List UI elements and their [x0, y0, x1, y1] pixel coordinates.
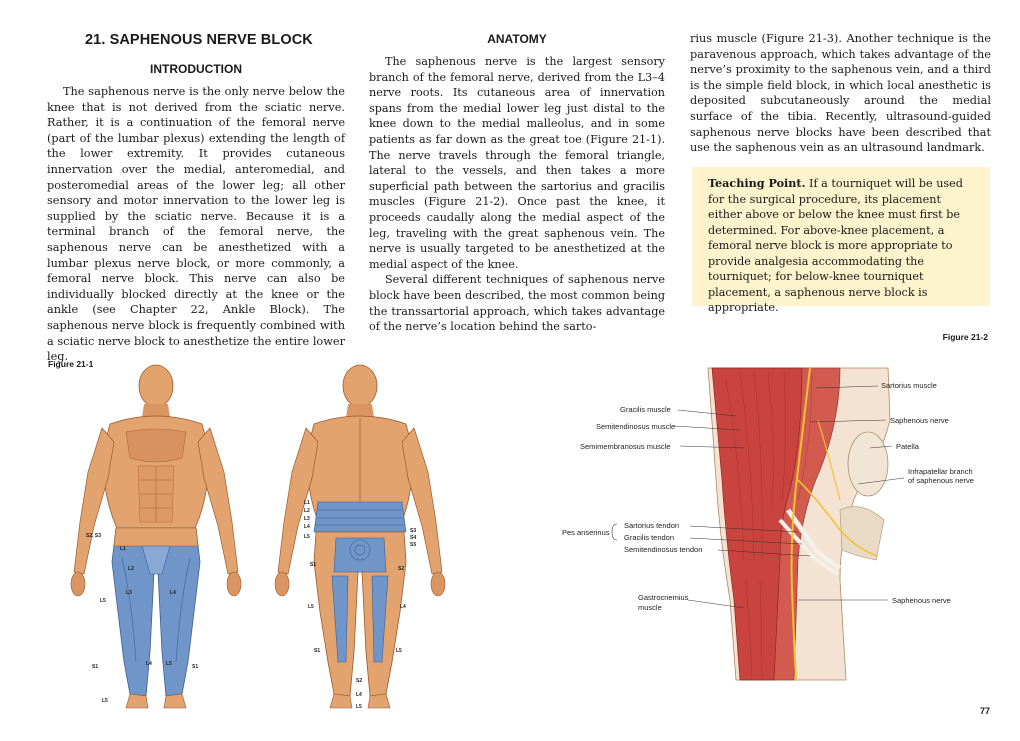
label-infrapatellar-branch-2: of saphenous nerve	[908, 476, 974, 485]
dermatome-label: L4	[304, 524, 310, 530]
teaching-point-title: Teaching Point.	[708, 176, 806, 190]
dermatome-label: L4	[170, 590, 176, 596]
label-semitendinosus-muscle: Semitendinosus muscle	[596, 422, 676, 431]
anatomy-heading: ANATOMY	[487, 32, 547, 46]
anatomy-paragraph-2-continued: rius muscle (Figure 21-3). Another technique is the paravenous approach, which takes advantage of the nerve’s proximity to the saphenous vein, and a third is the simple field block, in which local anesthetic is deposited subcutaneously around the medial surface of the tibia. Recently, ultrasound-guided saphenous nerve blocks have been described that use the saphenous vein as an ultrasound landmark.	[690, 32, 991, 155]
dermatome-label: S1	[192, 664, 199, 670]
label-gracilis-tendon: Gracilis tendon	[624, 533, 675, 542]
dermatome-label: L5	[100, 598, 106, 604]
dermatome-label: S2	[356, 678, 363, 684]
dermatome-label: L4	[146, 661, 152, 667]
dermatome-label: S1	[92, 664, 99, 670]
label-saphenous-nerve-bottom: Saphenous nerve	[892, 596, 951, 605]
dermatome-label: L5	[356, 704, 362, 710]
teaching-point-box	[692, 167, 990, 314]
dermatome-label: L4	[356, 692, 362, 698]
label-semimembranosus-muscle: Semimembranosus muscle	[580, 442, 671, 451]
dermatome-label: S1	[310, 562, 317, 568]
dermatome-label: S1	[314, 648, 321, 654]
introduction-heading: INTRODUCTION	[150, 62, 242, 76]
figure-21-1-label: Figure 21-1	[48, 359, 94, 369]
dermatome-label: S2	[398, 566, 405, 572]
introduction-paragraph: The saphenous nerve is the only nerve below the knee that is not derived from the sciatic nerve. Rather, it is a continuation of the femoral nerve (part of the lumbar plexus) extending the length of the lower extremity. It provides cutaneous innervation over the medial, anteromedial, and posteromedial areas of the lower leg; all other sensory and motor innervation to the lower leg is supplied by the sciatic nerve. Because it is a terminal branch of the femoral nerve, the saphenous nerve can be anesthetized with a lumbar plexus nerve block, or more commonly, a femoral nerve block. This nerve can also be individually blocked directly at the knee or the ankle (see Chapter 22, Ankle Block). The saphenous nerve block is frequently combined with a sciatic nerve block to anesthetize the entire lower leg.	[47, 85, 345, 364]
label-sartorius-muscle: Sartorius muscle	[881, 381, 937, 390]
dermatome-label: L2	[304, 508, 310, 514]
dermatome-label: L1	[304, 500, 310, 506]
dermatome-label: L3	[126, 590, 132, 596]
page-number: 77	[979, 706, 990, 716]
dermatome-label: L5	[304, 534, 310, 540]
column-anatomy	[369, 32, 665, 334]
dermatome-label: L1	[120, 546, 126, 552]
back-body-figure	[275, 365, 445, 710]
dermatome-label: L3	[304, 516, 310, 522]
column-introduction	[47, 32, 345, 365]
teaching-point-body: If a tourniquet will be used for the surgical procedure, its placement either above or below the knee must first be determined. For above-knee placement, a femoral nerve block is more appropriate to provide analgesia accommodating the tourniquet; for below-knee tourniquet placement, a saphenous nerve block is appropriate.	[708, 177, 963, 314]
dermatome-label: S3	[410, 528, 417, 534]
dermatome-label: S5	[410, 542, 417, 548]
label-sartorius-tendon: Sartorius tendon	[624, 521, 680, 530]
label-patella: Patella	[896, 442, 919, 451]
label-semitendinosus-tendon: Semitendinosus tendon	[624, 545, 703, 554]
dermatome-label: L5	[308, 604, 314, 610]
front-body-figure	[71, 365, 241, 708]
anatomy-paragraph-2: Several different techniques of saphenous nerve block have been described, the most common being the transsartorial approach, which takes advantage of the nerve’s location behind the sarto-	[369, 273, 665, 334]
column-continuation	[690, 31, 991, 155]
label-pes-anserinus: Pes anserinus	[562, 528, 610, 537]
label-gastrocnemius-2: muscle	[638, 603, 662, 612]
figure-21-2-label: Figure 21-2	[942, 332, 988, 342]
dermatome-label: L2	[128, 566, 134, 572]
label-saphenous-nerve-top: Saphenous nerve	[890, 416, 949, 425]
label-gastrocnemius: Gastrocnemius	[638, 593, 689, 602]
dermatome-label: S4	[410, 535, 417, 541]
teaching-point-text	[708, 176, 976, 316]
dermatome-label: L4	[400, 604, 406, 610]
chapter-title: 21. SAPHENOUS NERVE BLOCK	[85, 32, 313, 48]
label-infrapatellar-branch: Infrapatellar branch	[908, 467, 973, 476]
anatomy-paragraph-1: The saphenous nerve is the largest sensory branch of the femoral nerve, derived from the L3–4 nerve roots. Its cutaneous area of innervation spans from the medial lower leg just distal to the knee down to the medial malleolus, and in some patients as far down as the great toe (Figure 21-1). The nerve travels through the femoral triangle, lateral to the vessels, and then takes a more superficial path between the sartorius and gracilis muscles (Figure 21-2). Once past the knee, it proceeds caudally along the medial aspect of the leg, traveling with the great saphenous vein. The nerve is usually targeted to be anesthetized at the medial aspect of the knee.	[369, 55, 665, 271]
dermatome-label: L5	[166, 661, 172, 667]
dermatome-label: L5	[396, 648, 402, 654]
dermatome-label: L5	[102, 698, 108, 704]
figure-21-2-knee-illustration	[540, 360, 1000, 690]
figure-21-1-dermatome-illustration	[70, 362, 490, 717]
label-gracilis-muscle: Gracilis muscle	[620, 405, 671, 414]
dermatome-label: S2, S3	[86, 533, 102, 539]
